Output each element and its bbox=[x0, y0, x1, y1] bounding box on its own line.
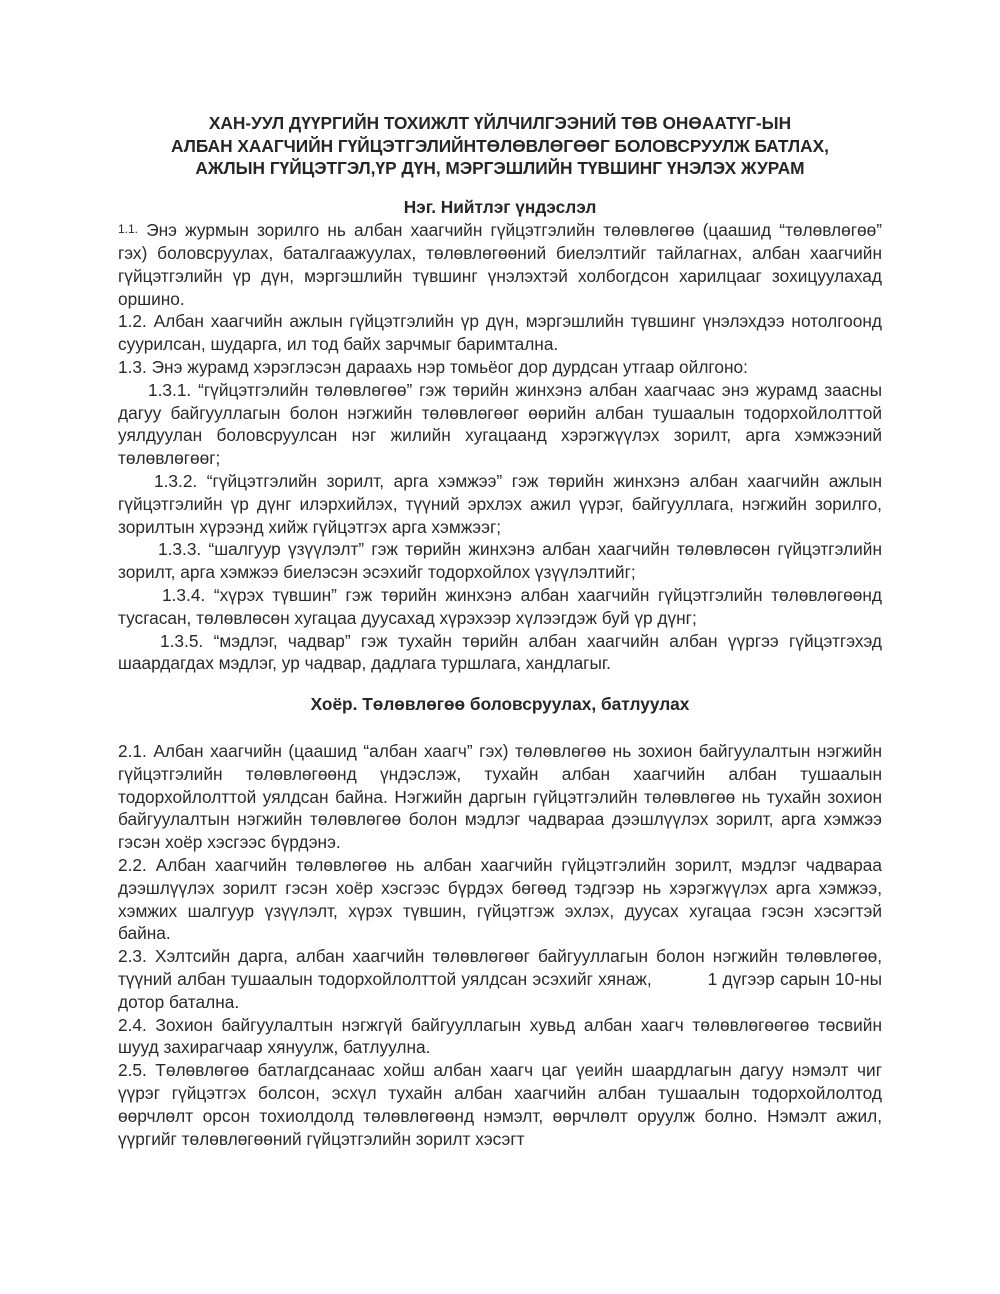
paragraph-text: Хэлтсийн дарга, албан хаагчийн төлөвлөгөөг байгууллагын болон нэгжийн төлөвлөгөө, түүний албан тушаалын тодорхойлолттой уялдсан эсэхийг хянаж, bbox=[118, 946, 882, 989]
paragraph-number: 1.3.1. bbox=[148, 379, 192, 400]
paragraph-number: 1.1. bbox=[118, 222, 139, 237]
paragraph-1-3 bbox=[118, 356, 882, 379]
paragraph-text: Энэ журмын зорилго нь албан хаагчийн гүйцэтгэлийн төлөвлөгөө (цаашид “төлөвлөгөө” гэх) боловсруулах, баталгаажуулах, төлөвлөгөөний биелэлтийг тайлагнах, албан хаагчийн гүйцэтгэлийн үр дүн, мэргэшлийн түвшинг үнэлэхтэй холбогдсон харилцааг зохицуулахад оршино. bbox=[118, 220, 882, 309]
paragraph-number: 1.3. bbox=[118, 357, 147, 378]
paragraph-2-4 bbox=[118, 1014, 882, 1060]
document-title bbox=[118, 112, 882, 180]
paragraph-text: “шалгуур үзүүлэлт” гэж төрийн жинхэнэ албан хаагчийн төлөвлөсөн гүйцэтгэлийн зорилт, арга хэмжээ биелэсэн эсэхийг тодорхойлох үзүүлэлтийг; bbox=[118, 539, 882, 583]
paragraph-number: 1.2. bbox=[118, 311, 147, 332]
paragraph-number: 2.2. bbox=[118, 855, 147, 876]
paragraph-1-3-1 bbox=[118, 379, 882, 470]
title-line: ХАН-УУЛ ДҮҮРГИЙН ТОХИЖЛТ ҮЙЛЧИЛГЭЭНИЙ ТӨВ ОНӨААТҮГ-ЫН bbox=[208, 113, 792, 133]
paragraph-text: Энэ журамд хэрэглэсэн дараахь нэр томьёог дор дурдсан утгаар ойлгоно: bbox=[151, 357, 748, 378]
paragraph-text: Төлөвлөгөө батлагдсанаас хойш албан хаагч цаг үеийн шаардлагын дагуу нэмэлт чиг үүрэг гүйцэтгэх болсон, эсхүл тухайн албан хаагчийн албан тушаалын тодорхойлолтод өөрчлөлт орсон тохиолдолд төлөвлөгөөнд нэмэлт, өөрчлөлт оруулж болно. Нэмэлт ажил, үүргийг төлөвлөгөөний гүйцэтгэлийн зорилт хэсэгт bbox=[118, 1060, 883, 1149]
paragraph-number: 2.4. bbox=[118, 1014, 147, 1035]
paragraph-number: 1.3.5. bbox=[160, 630, 204, 651]
paragraph-1-3-4 bbox=[118, 584, 882, 630]
paragraph-1-3-2 bbox=[118, 470, 882, 538]
paragraph-2-3 bbox=[118, 945, 882, 1013]
paragraph-text: “мэдлэг, чадвар” гэж тухайн төрийн албан хаагчийн албан үүргээ гүйцэтгэхэд шаардагдах мэдлэг, ур чадвар, дадлага туршлага, хандлагыг. bbox=[118, 630, 882, 674]
section-heading-2: Хоёр. Төлөвлөгөө боловсруулах, батлуулах bbox=[310, 694, 690, 715]
title-line: АЖЛЫН ГҮЙЦЭТГЭЛ,ҮР ДҮН, МЭРГЭШЛИЙН ТҮВШИНГ ҮНЭЛЭХ ЖУРАМ bbox=[195, 158, 805, 178]
paragraph-text: Албан хаагчийн ажлын гүйцэтгэлийн үр дүн, мэргэшлийн түвшинг үнэлэхдээ нотолгоонд суурилсан, шударга, ил тод байх зарчмыг баримтална. bbox=[118, 311, 882, 355]
paragraph-number: 1.3.4. bbox=[162, 585, 206, 606]
paragraph-text: Албан хаагчийн (цаашид “албан хаагч” гэх) төлөвлөгөө нь зохион байгуулалтын нэгжийн гүйцэтгэлийн төлөвлөгөөнд үндэслэж, тухайн албан хаагчийн албан тушаалын тодорхойлолттой уялдсан байна. Нэгжийн даргын гүйцэтгэлийн төлөвлөгөө нь тухайн зохион байгуулалтын нэгжийн төлөвлөгөө болон мэдлэг чадвараа дээшлүүлэх зорилт, арга хэмжээ гэсэн хоёр хэсгээс бүрдэнэ. bbox=[118, 741, 882, 853]
document-page bbox=[118, 112, 882, 1150]
paragraph-text: “гүйцэтгэлийн зорилт, арга хэмжээ” гэж төрийн жинхэнэ албан хаагчийн ажлын гүйцэтгэлийн үр дүнг илэрхийлэх, түүний эрхлэх ажил үүрэг, байгууллага, нэгжийн зорилго, зорилтын хүрээнд хийж гүйцэтгэх арга хэмжээг; bbox=[118, 471, 882, 537]
paragraph-number: 1.3.3. bbox=[158, 539, 202, 560]
paragraph-text: Албан хаагчийн төлөвлөгөө нь албан хаагчийн гүйцэтгэлийн зорилт, мэдлэг чадвараа дээшлүүлэх зорилт гэсэн хоёр хэсгээс бүрдэх бөгөөд тэдгээр нь хэрэгжүүлэх арга хэмжээ, хэмжих шалгуур үзүүлэлт, хүрэх түвшин, гүйцэтгэж эхлэх, дуусах хугацаа гэсэн хэсэгтэй байна. bbox=[118, 855, 882, 944]
paragraph-2-1 bbox=[118, 740, 882, 854]
paragraph-2-5 bbox=[118, 1059, 882, 1150]
paragraph-2-2 bbox=[118, 854, 882, 945]
paragraph-text: “гүйцэтгэлийн төлөвлөгөө” гэж төрийн жинхэнэ албан хаагчаас энэ журамд заасны дагуу байгууллагын болон нэгжийн төлөвлөгөөг өөрийн албан тушаалын тодорхойлолттой уялдуулан боловсруулсан нэг жилийн хугацаанд хэрэгжүүлэх зорилт, арга хэмжээний төлөвлөгөөг; bbox=[118, 379, 882, 469]
title-line: АЛБАН ХААГЧИЙН ГҮЙЦЭТГЭЛИЙНТӨЛӨВЛӨГӨӨГ БОЛОВСРУУЛЖ БАТЛАХ, bbox=[171, 135, 829, 156]
paragraph-1-1 bbox=[118, 218, 882, 310]
section-heading-1: Нэг. Нийтлэг үндэслэл bbox=[403, 196, 597, 217]
paragraph-number: 2.5. bbox=[118, 1060, 147, 1081]
paragraph-1-3-5 bbox=[118, 630, 882, 676]
paragraph-number: 2.3. bbox=[118, 946, 147, 967]
paragraph-1-3-3 bbox=[118, 538, 882, 584]
paragraph-number: 2.1. bbox=[118, 741, 147, 762]
paragraph-1-2 bbox=[118, 310, 882, 356]
paragraph-text: Зохион байгуулалтын нэгжгүй байгууллагын хувьд албан хаагч төлөвлөгөөгөө төсвийн шууд захирагчаар хянуулж, батлуулна. bbox=[118, 1014, 882, 1058]
paragraph-text: “хүрэх түвшин” гэж төрийн жинхэнэ албан хаагчийн гүйцэтгэлийн төлөвлөгөөнд тусгасан, төлөвлөсөн хугацаа дуусахад хүрэхээр хүлээгдэж буй үр дүнг; bbox=[118, 585, 882, 628]
paragraph-number: 1.3.2. bbox=[154, 471, 198, 492]
paragraph-text: 1 дүгээр сарын 10-ны дотор батална. bbox=[118, 969, 882, 1012]
